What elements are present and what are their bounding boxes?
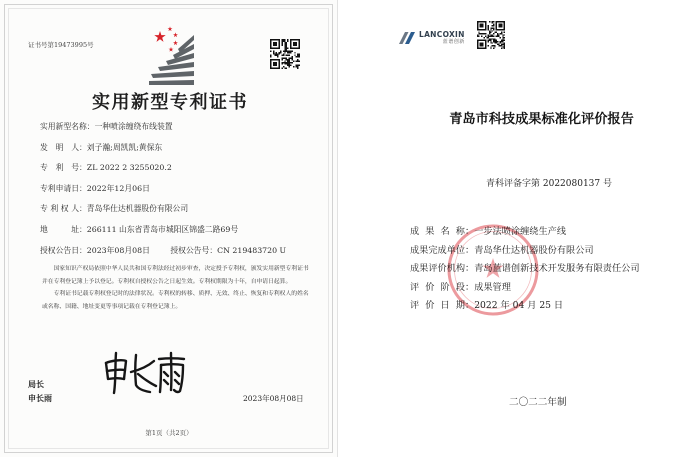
field-value: 青岛华仕达机器股份有限公司	[86, 204, 189, 214]
field-label: 地址	[40, 224, 79, 234]
qr-code-modules	[477, 21, 505, 49]
company-logo	[398, 28, 465, 48]
field-value: 一种喷涂缠绕布线装置	[94, 122, 173, 131]
field-label: 授权公告日	[40, 245, 79, 255]
field-grant-row	[40, 241, 286, 262]
logo-text	[419, 31, 465, 46]
field-separator: ：	[465, 281, 475, 293]
cnipa-emblem-icon	[147, 24, 195, 86]
field-value: 刘子瀚;周凯凯;黄保东	[86, 142, 163, 152]
field-patentee	[40, 199, 286, 220]
evaluation-report	[339, 0, 686, 457]
grant-date	[40, 246, 150, 255]
field-separator: ：	[79, 183, 87, 193]
field-label: 评价日期	[410, 300, 465, 312]
record-number: 青科评备字第 2022080137 号	[486, 179, 612, 189]
field-application-date	[40, 179, 286, 200]
field-separator: ：	[79, 245, 87, 255]
field-value: 2022 年 04 月 25 日	[474, 300, 564, 312]
field-separator: ：	[79, 142, 87, 152]
field-separator: ：	[86, 122, 95, 131]
field-separator: ：	[465, 300, 475, 312]
field-label: 成果名称	[410, 226, 465, 237]
certificate-statement	[42, 263, 314, 313]
field-label: 授权公告号	[170, 245, 210, 255]
statement-paragraph: 专利证书记载专利权登记时的法律状况。专利权的转移、质押、无效、终止、恢复和专利权人的姓名或名称、国籍、地址变更等事项记载在专利登记簿上。	[42, 291, 309, 310]
logo-chinese: 蓝谱创新	[442, 39, 465, 46]
field-utility-model-name	[40, 117, 286, 138]
field-label: 专利号	[40, 163, 79, 173]
patent-certificate	[0, 0, 338, 457]
field-label: 实用新型名称	[40, 122, 87, 131]
director-block	[28, 377, 52, 405]
field-value: 青岛华仕达机器股份有限公司	[474, 244, 594, 256]
field-patent-number	[40, 158, 286, 179]
grant-number	[170, 241, 286, 262]
field-label: 发明人	[40, 142, 79, 152]
certificate-fields	[40, 117, 286, 261]
issue-date: 2023年08月08日	[243, 394, 304, 403]
field-value: CN 219483720 U	[217, 245, 287, 255]
field-inventors	[40, 138, 286, 159]
field-value: 青岛蓝谱创新技术开发服务有限责任公司	[474, 263, 640, 275]
report-title: 青岛市科技成果标准化评价报告	[449, 112, 634, 127]
certificate-number: 证书号第19473995号	[28, 41, 94, 49]
qr-code	[270, 39, 300, 69]
field-separator: ：	[465, 263, 475, 275]
field-value: ZL 2022 2 3255020.2	[86, 163, 172, 173]
director-title: 局长	[28, 379, 44, 389]
field-value: 2023年08月08日	[86, 245, 150, 255]
qr-code-graphic	[270, 39, 300, 69]
field-label: 成果评价机构	[410, 263, 466, 275]
field-address	[40, 220, 286, 241]
field-label: 评价阶段	[410, 281, 465, 293]
director-name: 申长雨	[28, 393, 52, 403]
logo-mark-icon	[398, 30, 416, 46]
qr-code-modules	[270, 39, 300, 69]
field-label: 专利申请日	[40, 183, 79, 193]
field-separator: ：	[465, 244, 475, 256]
certificate-title: 实用新型专利证书	[92, 92, 248, 113]
edition-note: 二〇二二年制	[509, 397, 567, 408]
page-number: 第1页（共2页）	[145, 429, 193, 437]
field-separator: ：	[209, 245, 218, 255]
field-separator: ：	[465, 226, 475, 237]
field-separator: ：	[79, 204, 87, 214]
field-separator: ：	[79, 163, 87, 173]
field-value: 2022年12月06日	[86, 183, 150, 193]
statement-paragraph: 国家知识产权局依照中华人民共和国专利法经过初步审查，决定授予专利权，颁发实用新型专利证书并在专利登记簿上予以登记。专利权自授权公告之日起生效。专利权期限为十年，自申请日起算。	[42, 266, 309, 285]
field-value: 266111 山东省青岛市城阳区锦盛二路69号	[86, 224, 239, 234]
field-value: 成果管理	[474, 281, 511, 293]
red-seal-stamp	[445, 222, 541, 318]
field-separator: ：	[79, 224, 87, 234]
field-value: 一步法喷涂缠绕生产线	[474, 226, 567, 237]
qr-code	[477, 21, 505, 49]
field-label: 专利权人	[40, 204, 79, 214]
director-signature	[98, 350, 186, 396]
qr-code-graphic	[477, 21, 505, 49]
logo-english: LANCOXIN	[419, 29, 465, 39]
field-label: 成果完成单位	[410, 244, 466, 256]
